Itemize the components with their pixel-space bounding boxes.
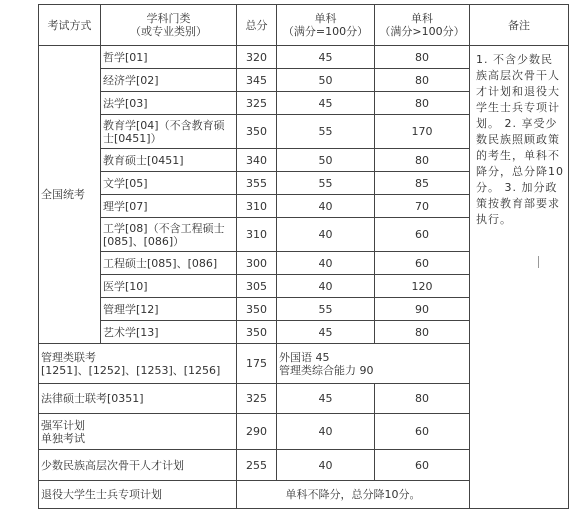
single-100-cell: 40 [277,450,375,481]
total-cell: 355 [237,172,277,195]
category-cell: 教育学[04]（不含教育硕士[0451]） [101,115,237,149]
category-cell: 医学[10] [101,275,237,298]
category-cell: 文学[05] [101,172,237,195]
total-cell: 325 [237,384,277,414]
score-table [38,4,569,509]
header-method: 考试方式 [39,5,101,46]
single-100-cell: 40 [277,275,375,298]
mgmt-exam-label: 管理类联考 [1251]、[1252]、[1253]、[1256] [39,344,237,384]
header-category: 学科门类 （或专业类别） [101,5,237,46]
header-single-over-100: 单科 （满分>100分） [375,5,470,46]
single-over-100-cell: 60 [375,414,470,450]
single-100-cell: 40 [277,218,375,252]
table-row [39,46,569,69]
total-cell: 175 [237,344,277,384]
total-cell: 325 [237,92,277,115]
single-100-cell: 45 [277,46,375,69]
category-cell: 工程硕士[085]、[086] [101,252,237,275]
law-exam-label: 法律硕士联考[0351] [39,384,237,414]
single-100-cell: 45 [277,321,375,344]
single-100-cell: 45 [277,384,375,414]
category-cell: 理学[07] [101,195,237,218]
total-cell: 300 [237,252,277,275]
single-100-cell: 55 [277,115,375,149]
single-100-cell: 45 [277,92,375,115]
total-cell: 255 [237,450,277,481]
header-remark: 备注 [470,5,569,46]
minority-plan-label: 少数民族高层次骨干人才计划 [39,450,237,481]
national-exam-label: 全国统考 [39,46,101,344]
single-over-100-cell: 80 [375,69,470,92]
single-100-cell: 50 [277,149,375,172]
single-over-100-cell: 85 [375,172,470,195]
single-100-cell: 55 [277,298,375,321]
single-over-100-cell: 170 [375,115,470,149]
single-over-100-cell: 80 [375,149,470,172]
remark-notes: 1. 不含少数民族高层次骨干人才计划和退役大学生士兵专项计划。 2. 享受少数民族照顾政策的考生，单科不降分，总分降10分。 3. 加分政策按教育部要求执行。 [470,46,569,509]
category-cell: 管理学[12] [101,298,237,321]
total-cell: 350 [237,115,277,149]
total-cell: 320 [237,46,277,69]
mgmt-detail: 外国语 45 管理类综合能力 90 [277,344,470,384]
single-100-cell: 40 [277,414,375,450]
strong-army-label: 强军计划 单独考试 [39,414,237,450]
single-over-100-cell: 90 [375,298,470,321]
total-cell: 310 [237,195,277,218]
single-over-100-cell: 80 [375,321,470,344]
veterans-detail: 单科不降分，总分降10分。 [237,481,470,509]
edge-marker [538,256,545,268]
single-over-100-cell: 60 [375,218,470,252]
total-cell: 340 [237,149,277,172]
total-cell: 290 [237,414,277,450]
single-over-100-cell: 80 [375,92,470,115]
single-over-100-cell: 80 [375,384,470,414]
total-cell: 310 [237,218,277,252]
single-over-100-cell: 120 [375,275,470,298]
total-cell: 350 [237,321,277,344]
single-100-cell: 55 [277,172,375,195]
single-100-cell: 40 [277,195,375,218]
header-row [39,5,569,46]
category-cell: 工学[08]（不含工程硕士[085]、[086]） [101,218,237,252]
single-over-100-cell: 60 [375,252,470,275]
total-cell: 305 [237,275,277,298]
category-cell: 哲学[01] [101,46,237,69]
header-total: 总分 [237,5,277,46]
single-100-cell: 40 [277,252,375,275]
category-cell: 艺术学[13] [101,321,237,344]
single-over-100-cell: 60 [375,450,470,481]
single-over-100-cell: 80 [375,46,470,69]
category-cell: 教育硕士[0451] [101,149,237,172]
single-over-100-cell: 70 [375,195,470,218]
single-100-cell: 50 [277,69,375,92]
category-cell: 法学[03] [101,92,237,115]
total-cell: 350 [237,298,277,321]
category-cell: 经济学[02] [101,69,237,92]
total-cell: 345 [237,69,277,92]
header-single-100: 单科 （满分=100分） [277,5,375,46]
veterans-plan-label: 退役大学生士兵专项计划 [39,481,237,509]
